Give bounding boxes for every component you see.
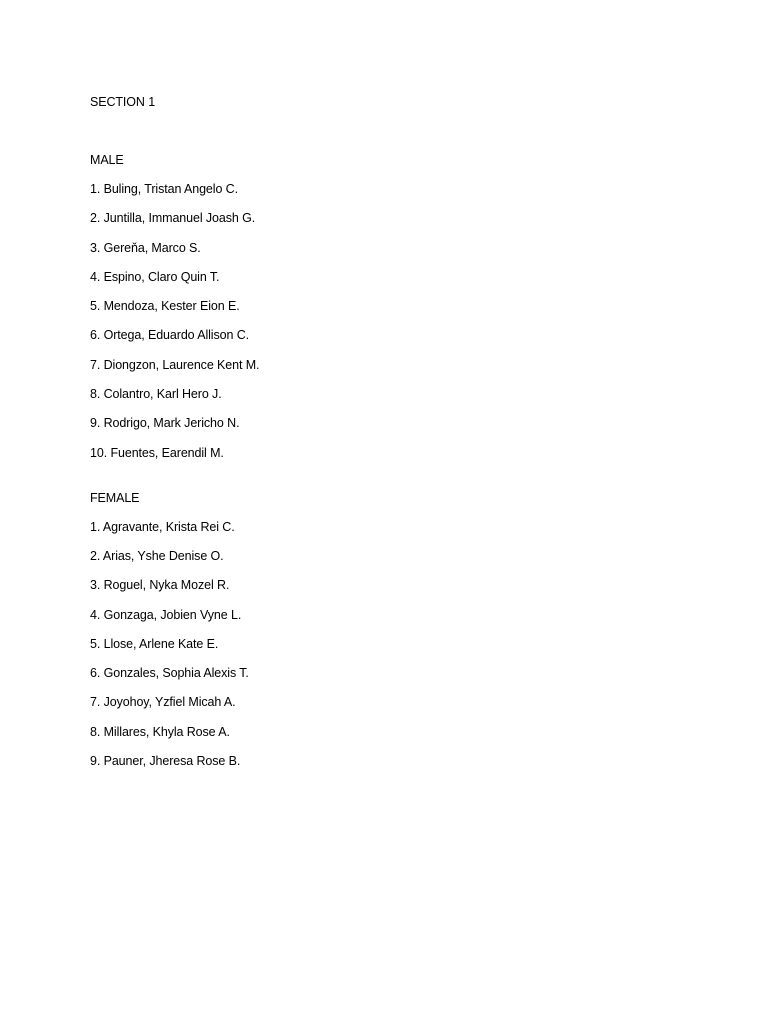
female-list-item: 7. Joyohoy, Yzfiel Micah A. [90,695,236,710]
female-list-item: 8. Millares, Khyla Rose A. [90,724,230,739]
female-heading: FEMALE [90,490,140,505]
male-list-item: 7. Diongzon, Laurence Kent M. [90,357,260,372]
male-list-item: 5. Mendoza, Kester Eion E. [90,299,240,314]
male-list-item: 10. Fuentes, Earendil M. [90,445,224,460]
male-list-item: 9. Rodrigo, Mark Jericho N. [90,416,240,431]
male-list-item: 1. Buling, Tristan Angelo C. [90,182,238,196]
section-title: SECTION 1 [90,95,156,109]
female-list-item: 6. Gonzales, Sophia Alexis T. [90,666,249,681]
female-list-item: 4. Gonzaga, Jobien Vyne L. [90,607,242,622]
male-group [90,152,690,461]
female-list-item: 3. Roguel, Nyka Mozel R. [90,578,230,593]
female-list-item: 5. Llose, Arlene Kate E. [90,636,219,651]
male-list-item: 3. Gereňa, Marco S. [90,240,201,255]
female-list-item: 9. Pauner, Jheresa Rose B. [90,754,241,769]
male-list-item: 8. Colantro, Karl Hero J. [90,387,222,402]
male-list-item: 4. Espino, Claro Quin T. [90,269,220,284]
female-list-item: 2. Arias, Yshe Denise O. [90,548,224,563]
male-heading: MALE [90,153,124,167]
female-group [90,490,690,769]
document-page [90,94,690,798]
male-list-item: 2. Juntilla, Immanuel Joash G. [90,211,256,226]
male-list-item: 6. Ortega, Eduardo Allison C. [90,328,249,343]
female-list-item: 1. Agravante, Krista Rei C. [90,519,235,534]
